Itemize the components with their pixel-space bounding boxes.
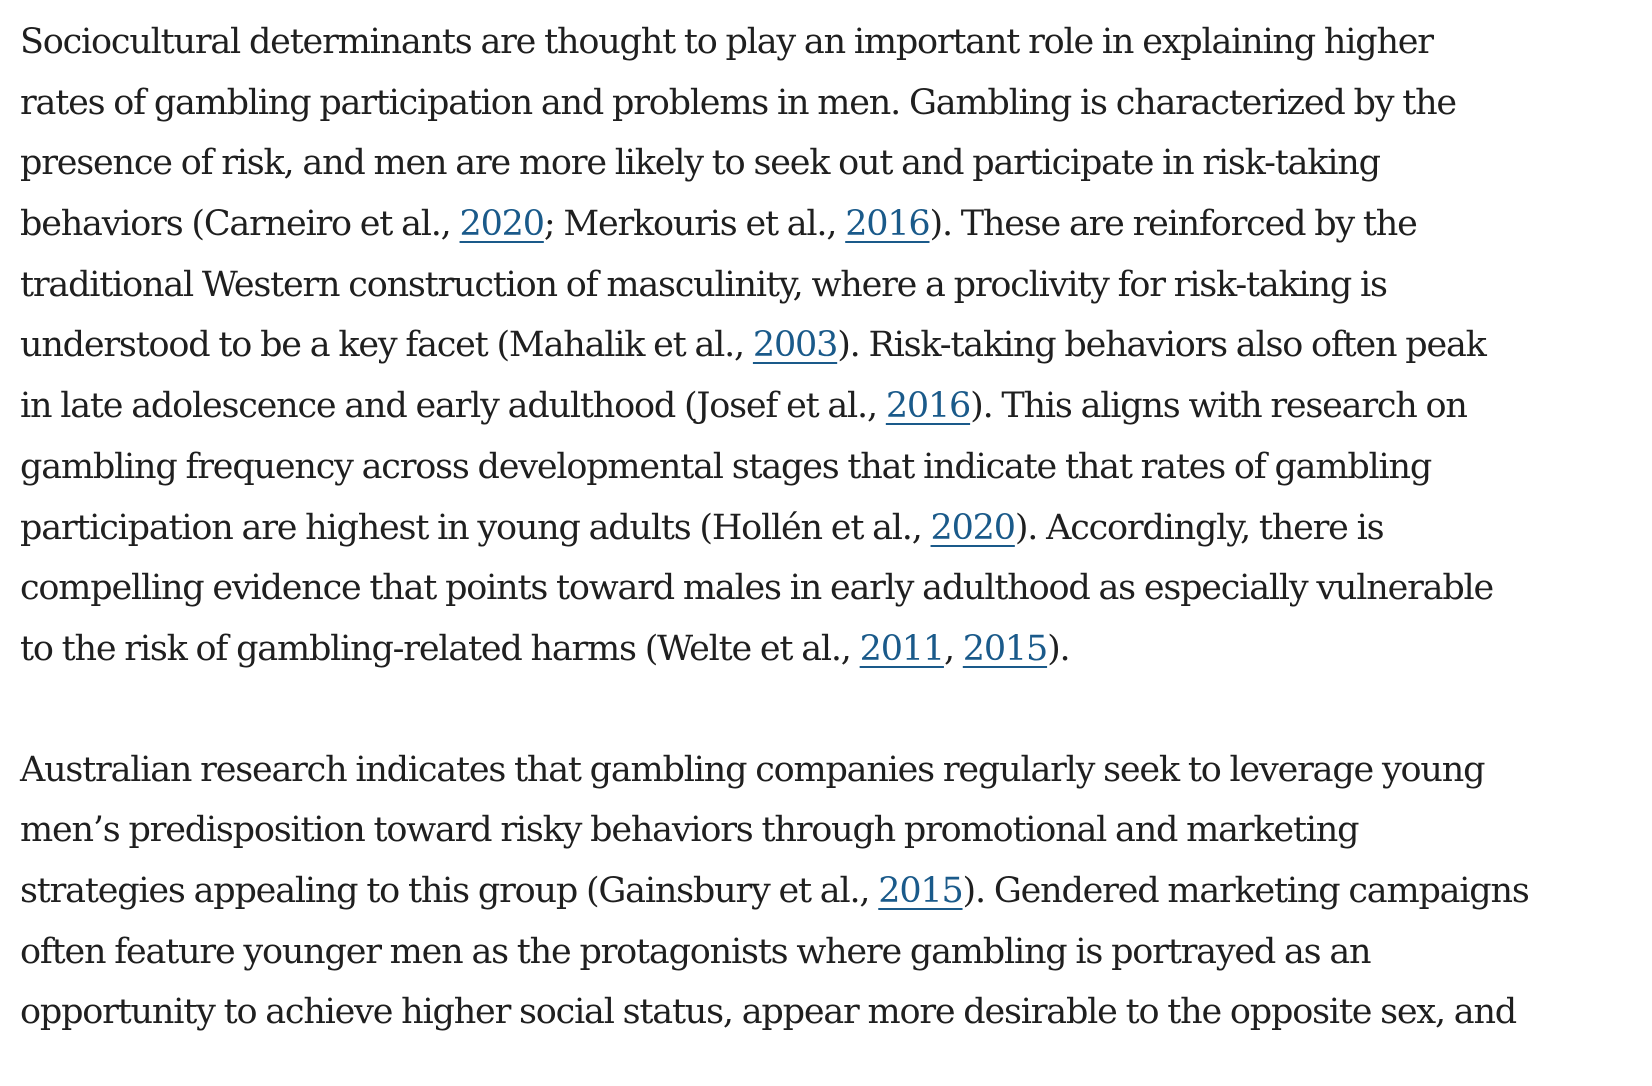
text-segment: ). Gendered marketing campaigns xyxy=(962,870,1529,911)
text-line xyxy=(20,619,1652,680)
citation-link-josef-2016[interactable]: 2016 xyxy=(885,386,971,427)
citation-link-gainsbury-2015[interactable]: 2015 xyxy=(878,870,963,911)
text-line xyxy=(20,558,1652,619)
text-segment: to the risk of gambling-related harms (Welte et al., xyxy=(20,628,860,669)
citation-link-merkouris-2016[interactable]: 2016 xyxy=(845,204,930,245)
text-line xyxy=(20,194,1652,255)
citation-link-welte-2015[interactable]: 2015 xyxy=(962,628,1048,669)
text-segment: rates of gambling participation and problems in men. Gambling is characterized by the xyxy=(20,82,1456,123)
text-segment: men’s predisposition toward risky behaviors through promotional and marketing xyxy=(20,810,1359,851)
citation-link-welte-2011[interactable]: 2011 xyxy=(859,628,944,669)
text-segment: in late adolescence and early adulthood (Josef et al., xyxy=(20,386,886,427)
text-segment: gambling frequency across developmental stages that indicate that rates of gambling xyxy=(20,446,1432,487)
text-line xyxy=(20,255,1652,316)
text-segment: Sociocultural determinants are thought to play an important role in explaining higher xyxy=(20,22,1433,62)
text-line xyxy=(20,982,1652,1043)
text-line xyxy=(20,12,1652,73)
text-segment: , xyxy=(943,628,963,669)
text-line xyxy=(20,861,1652,922)
text-segment: compelling evidence that points toward males in early adulthood as especially vulnerable xyxy=(20,568,1494,609)
citation-link-hollen-2020[interactable]: 2020 xyxy=(930,507,1015,548)
text-line xyxy=(20,740,1652,801)
text-line xyxy=(20,922,1652,983)
text-line xyxy=(20,376,1652,437)
text-line xyxy=(20,437,1652,498)
text-segment: ). Risk-taking behaviors also often peak xyxy=(837,325,1486,366)
text-line xyxy=(20,315,1652,376)
text-segment: Australian research indicates that gambling companies regularly seek to leverage young xyxy=(20,749,1485,790)
citation-link-mahalik-2003[interactable]: 2003 xyxy=(752,325,838,366)
text-segment: understood to be a key facet (Mahalik et al., xyxy=(20,325,753,366)
text-line xyxy=(20,800,1652,861)
text-segment: presence of risk, and men are more likely to seek out and participate in risk-taking xyxy=(20,143,1380,184)
text-segment: ). xyxy=(1047,628,1070,669)
text-line xyxy=(20,73,1652,134)
text-segment: traditional Western construction of masculinity, where a proclivity for risk-taking is xyxy=(20,264,1387,305)
text-line xyxy=(20,498,1652,559)
paragraph-australian-research xyxy=(20,740,1652,1043)
text-segment: behaviors (Carneiro et al., xyxy=(20,204,460,245)
text-segment: ). This aligns with research on xyxy=(970,386,1467,427)
text-segment: ). Accordingly, there is xyxy=(1014,507,1384,548)
text-segment: often feature younger men as the protagonists where gambling is portrayed as an xyxy=(20,931,1371,972)
paragraph-sociocultural xyxy=(20,12,1652,680)
text-line xyxy=(20,133,1652,194)
text-segment: ). These are reinforced by the xyxy=(929,204,1417,245)
text-segment: strategies appealing to this group (Gainsbury et al., xyxy=(20,870,879,911)
text-segment: opportunity to achieve higher social status, appear more desirable to the opposite sex, and xyxy=(20,992,1517,1033)
text-segment: participation are highest in young adults (Hollén et al., xyxy=(20,507,931,548)
text-segment: ; Merkouris et al., xyxy=(543,204,846,245)
citation-link-carneiro-2020[interactable]: 2020 xyxy=(459,204,544,245)
